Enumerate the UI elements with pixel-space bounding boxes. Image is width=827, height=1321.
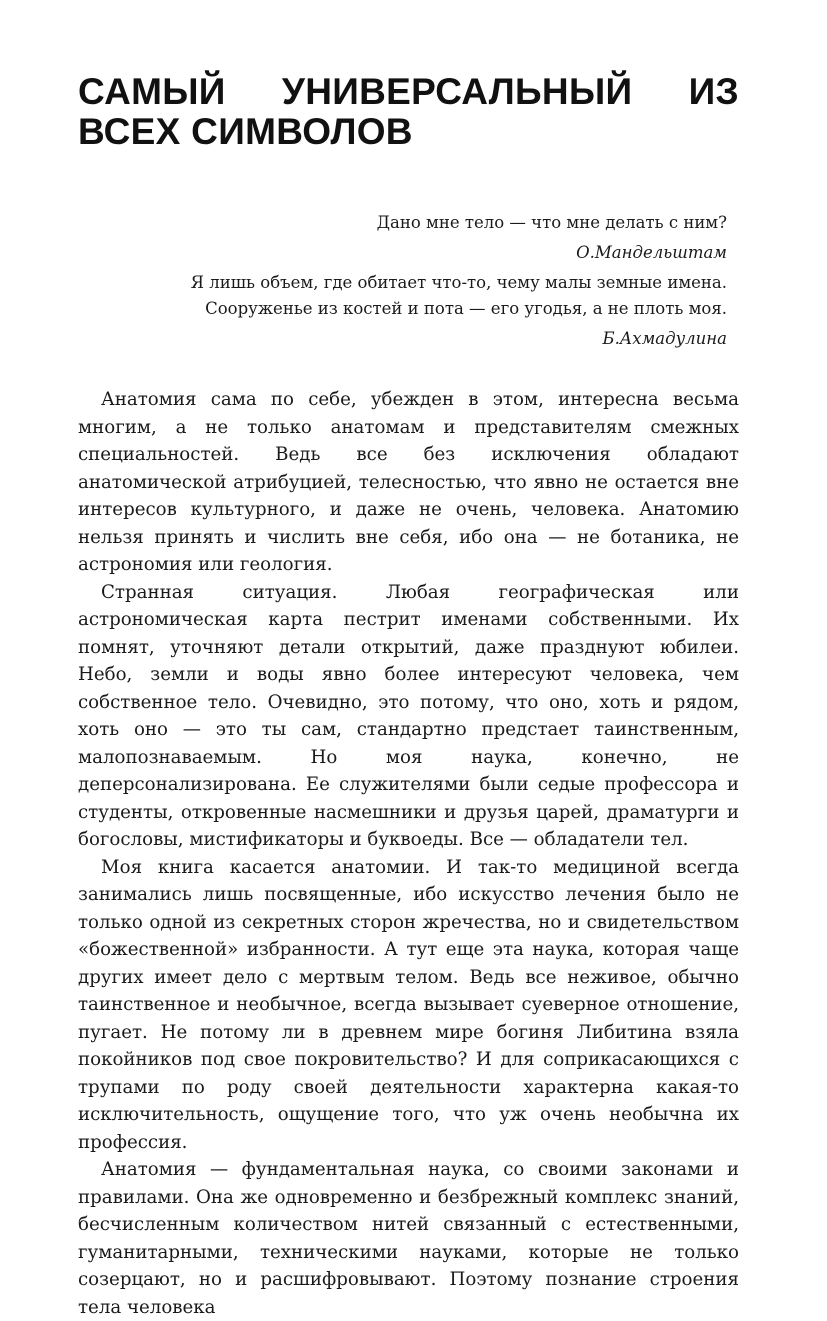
epigraph-mandelstam xyxy=(78,210,727,266)
paragraph: Моя книга касается анатомии. И так-то медициной всегда занимались лишь посвященные, ибо искусство лечения было не только одной из секретных сторон жречества, но и свидетельством «божественной» избранности. А тут еще эта наука, которая чаще других имеет дело с мертвым телом. Ведь все неживое, обычно таинственное и необычное, всегда вызывает суеверное отношение, пугает. Не потому ли в древнем мире богиня Либитина взяла покойников под свое покровительство? И для соприкасающихся с трупами по роду своей деятельности характерна какая-то исключительность, ощущение того, что уж очень необычна их профессия. xyxy=(78,856,739,1153)
epigraph-line: Дано мне тело — что мне делать с ним? xyxy=(376,213,727,232)
epigraph-line: Я лишь объем, где обитает что-то, чему малы земные имена. xyxy=(190,273,727,292)
paragraph: Анатомия сама по себе, убежден в этом, интересна весьма многим, а не только анатомам и представителям смежных специальностей. Ведь все без исключения обладают анатомической атрибуцией, телесностью, что явно не остается вне интересов культурного, и даже не очень, человека. Анатомию нельзя принять и числить вне себя, ибо она — не ботаника, не астрономия или геология. xyxy=(78,389,739,575)
epigraph-author: О.Мандельштам xyxy=(576,243,727,262)
paragraph: Странная ситуация. Любая географическая или астрономическая карта пестрит именами собственными. Их помнят, уточняют детали открытий, даже празднуют юбилеи. Небо, земли и воды явно более интересуют человека, чем собственное тело. Очевидно, это потому, что оно, хоть и рядом, хоть оно — это ты сам, стандартно предстает таинственным, малопознаваемым. Но моя наука, конечно, не деперсонализирована. Ее служителями были седые профессора и студенты, откровенные насмешники и друзья царей, драматурги и богословы, мистификаторы и буквоеды. Все — обладатели тел. xyxy=(78,581,739,850)
epigraph-akhmadulina xyxy=(78,270,727,352)
epigraph-line: Сооруженье из костей и пота — его угодья, а не плоть моя. xyxy=(205,299,727,318)
book-page xyxy=(78,72,739,1321)
epigraphs xyxy=(78,210,727,352)
chapter-title: САМЫЙ УНИВЕРСАЛЬНЫЙ ИЗ ВСЕХ СИМВОЛОВ xyxy=(78,71,739,152)
epigraph-author: Б.Ахмадулина xyxy=(602,329,727,348)
paragraph: Анатомия — фундаментальная наука, со своими законами и правилами. Она же одновременно и безбрежный комплекс знаний, бесчисленным количеством нитей связанный с естественными, гуманитарными, техническими науками, которые не только созерцают, но и расшифровывают. Поэтому познание строения тела человека xyxy=(78,1159,739,1318)
body-text xyxy=(78,386,739,1321)
